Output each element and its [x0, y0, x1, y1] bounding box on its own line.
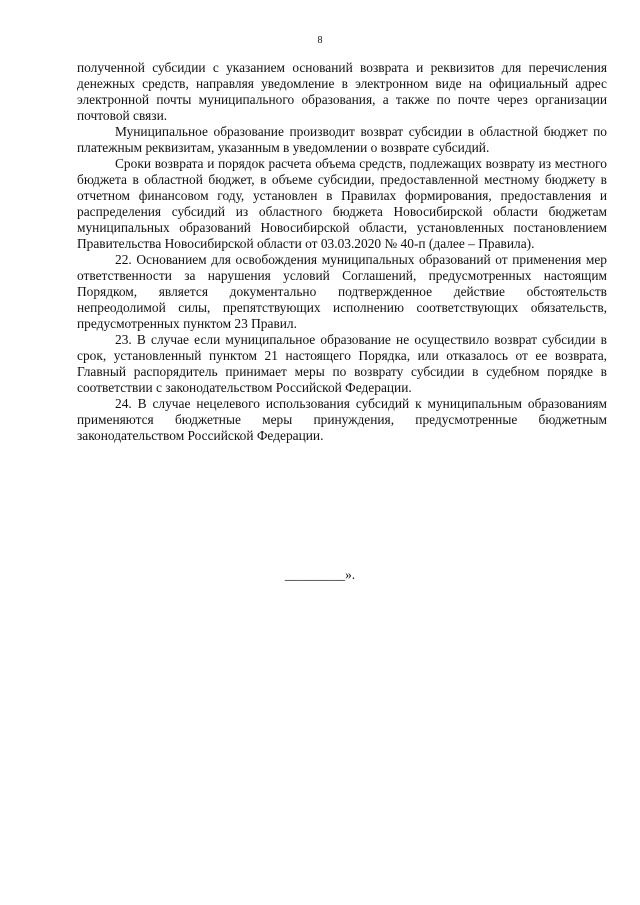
- paragraph-item-24: 24. В случае нецелевого использования субсидий к муниципальным образованиям применяются бюджетные меры принуждения, предусмотренные бюджетным законодательством Российской Федерации.: [77, 396, 607, 443]
- paragraph: полученной субсидии с указанием оснований возврата и реквизитов для перечисления денежных средств, направляя уведомление в электронном виде на официальный адрес электронной почты муниципального образования, а также по почте через организации почтовой связи.: [77, 60, 607, 123]
- closing-mark: _________».: [284, 567, 356, 582]
- document-body: [77, 60, 607, 444]
- paragraph: Сроки возврата и порядок расчета объема средств, подлежащих возврату из местного бюджета в областной бюджет, в объеме субсидии, предоставленной местному бюджету в отчетном финансовом году, установлен в Правилах формирования, предоставления и распределения субсидий из областного бюджета Новосибирской области бюджетам муниципальных образований Новосибирской области, установленных постановлением Правительства Новосибирской области от 03.03.2020 № 40-п (далее – Правила).: [77, 156, 607, 251]
- page-number: 8: [317, 35, 323, 46]
- paragraph-item-23: 23. В случае если муниципальное образование не осуществило возврат субсидии в срок, установленный пунктом 21 настоящего Порядка, или отказалось от ее возврата, Главный распорядитель принимает меры по возврату субсидии в судебном порядке в соответствии с законодательством Российской Федерации.: [77, 332, 607, 395]
- paragraph: Муниципальное образование производит возврат субсидии в областной бюджет по платежным реквизитам, указанным в уведомлении о возврате субсидий.: [77, 124, 607, 155]
- paragraph-item-22: 22. Основанием для освобождения муниципальных образований от применения мер ответственности за нарушения условий Соглашений, предусмотренных настоящим Порядком, является документально подтвержденное действие обстоятельств непреодолимой силы, препятствующих исполнению соответствующих обязательств, предусмотренных пунктом 23 Правил.: [77, 252, 607, 331]
